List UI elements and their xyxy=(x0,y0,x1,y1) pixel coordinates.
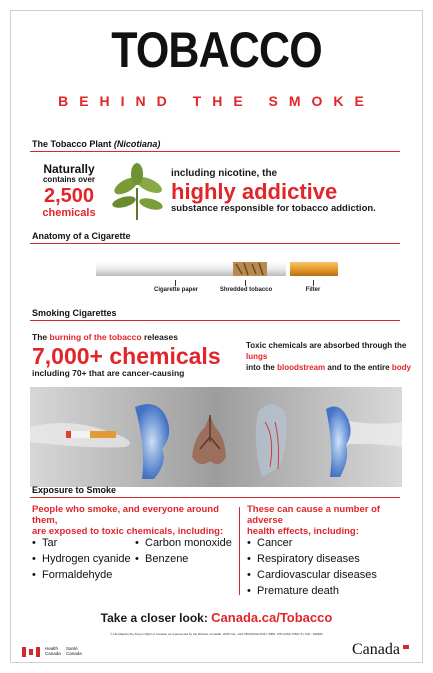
smoke-pathway-illustration xyxy=(30,387,402,487)
tobacco-plant-image xyxy=(106,160,168,222)
health-canada-en xyxy=(45,646,61,656)
list-item: • Formaldehyde xyxy=(32,567,142,583)
plant-heading-text: The Tobacco Plant xyxy=(32,139,112,149)
naturally-text: Naturally xyxy=(43,162,95,176)
releases-text: releases xyxy=(143,332,178,342)
and-text: and to the entire xyxy=(327,362,390,372)
exposure-chemicals-list-2 xyxy=(135,535,240,567)
wordmark-flag-icon xyxy=(403,645,409,649)
left-heading-line1: People who smoke, and everyone around them, xyxy=(32,504,219,526)
list-item: • Cardiovascular diseases xyxy=(247,567,407,583)
closer-look xyxy=(0,610,433,625)
contains-over-text: contains over xyxy=(42,175,95,185)
label-tick xyxy=(175,280,176,286)
plant-heading-italic: (Nicotiana) xyxy=(113,139,161,149)
section-heading-exposure: Exposure to Smoke xyxy=(32,485,117,495)
chemicals-text: chemicals xyxy=(42,206,96,219)
burning-text: burning of the tobacco xyxy=(49,332,142,342)
cancer-causing-text: including 70+ that are cancer-causing xyxy=(32,367,185,378)
list-item: • Tar xyxy=(32,535,142,551)
bloodstream-text: bloodstream xyxy=(277,362,326,372)
section-heading-smoking: Smoking Cigarettes xyxy=(32,308,117,318)
lungs-text: lungs xyxy=(246,351,268,361)
canada-wordmark-text: Canada xyxy=(352,641,400,658)
label-tick xyxy=(313,280,314,286)
label-shredded-tobacco: Shredded tobacco xyxy=(219,287,273,293)
section-heading-anatomy: Anatomy of a Cigarette xyxy=(32,231,131,241)
chemicals-7000-text: 7,000+ chemicals xyxy=(32,342,221,369)
including-nicotine-text: including nicotine, the xyxy=(171,168,278,179)
column-divider xyxy=(239,507,240,595)
chemical-count: 2,500 xyxy=(43,184,95,207)
closer-look-text: Take a closer look: xyxy=(100,611,208,625)
list-item: • Cancer xyxy=(247,535,407,551)
body-text: body xyxy=(391,362,411,372)
list-item: • Premature death xyxy=(247,583,407,599)
exposure-chemicals-list-1 xyxy=(32,535,142,583)
canada-wordmark xyxy=(352,641,400,659)
exposure-right-heading xyxy=(247,505,412,538)
hc-fr-line2: Canada xyxy=(66,651,82,656)
into-text: into the xyxy=(246,362,275,372)
health-effects-list xyxy=(247,535,407,599)
section-heading-plant xyxy=(32,139,160,149)
page-subtitle: BEHIND THE SMOKE xyxy=(58,93,375,109)
toxic-text: Toxic chemicals are absorbed through the xyxy=(246,341,407,350)
absorption-text xyxy=(246,341,416,373)
highly-addictive-text: highly addictive xyxy=(171,178,338,204)
left-heading-line2: are exposed to toxic chemicals, including: xyxy=(32,525,224,537)
list-item: • Hydrogen cyanide xyxy=(32,551,142,567)
section-divider xyxy=(30,151,400,152)
cigarette-diagram xyxy=(96,260,340,280)
plant-stat xyxy=(34,163,104,219)
smoking-stat xyxy=(32,333,242,379)
right-heading-line1: These can cause a number of adverse xyxy=(247,504,381,526)
section-divider xyxy=(30,243,400,244)
list-item: • Benzene xyxy=(135,551,240,567)
the-text: The xyxy=(32,332,48,342)
section-divider xyxy=(30,497,400,498)
health-canada-fr xyxy=(66,646,82,656)
list-item: • Carbon monoxide xyxy=(135,535,240,551)
substance-text: substance responsible for tobacco addiction. xyxy=(171,202,376,214)
section-divider xyxy=(30,320,400,321)
hc-en-line1: Health xyxy=(45,646,59,651)
exposure-left-heading xyxy=(32,505,237,538)
list-item: • Respiratory diseases xyxy=(247,551,407,567)
canada-flag-icon xyxy=(22,647,40,657)
page-title: TOBACCO xyxy=(111,22,322,78)
copyright-text: © His Majesty the King in Right of Canada, as represented by the Minister of Health, 2025 Cat.: H14-387/2024E-PDF | ISBN: 978-0-660-73697-6 | Pub.: 180980 xyxy=(110,632,323,636)
canada-link[interactable]: Canada.ca/Tobacco xyxy=(211,610,333,625)
hc-fr-line1: Santé xyxy=(66,646,78,651)
label-filter: Filter xyxy=(305,287,321,293)
plant-description xyxy=(171,168,401,214)
label-tick xyxy=(245,280,246,286)
label-cigarette-paper: Cigarette paper xyxy=(153,287,198,293)
right-heading-line2: health effects, including: xyxy=(247,525,359,537)
hc-en-line2: Canada xyxy=(45,651,61,656)
